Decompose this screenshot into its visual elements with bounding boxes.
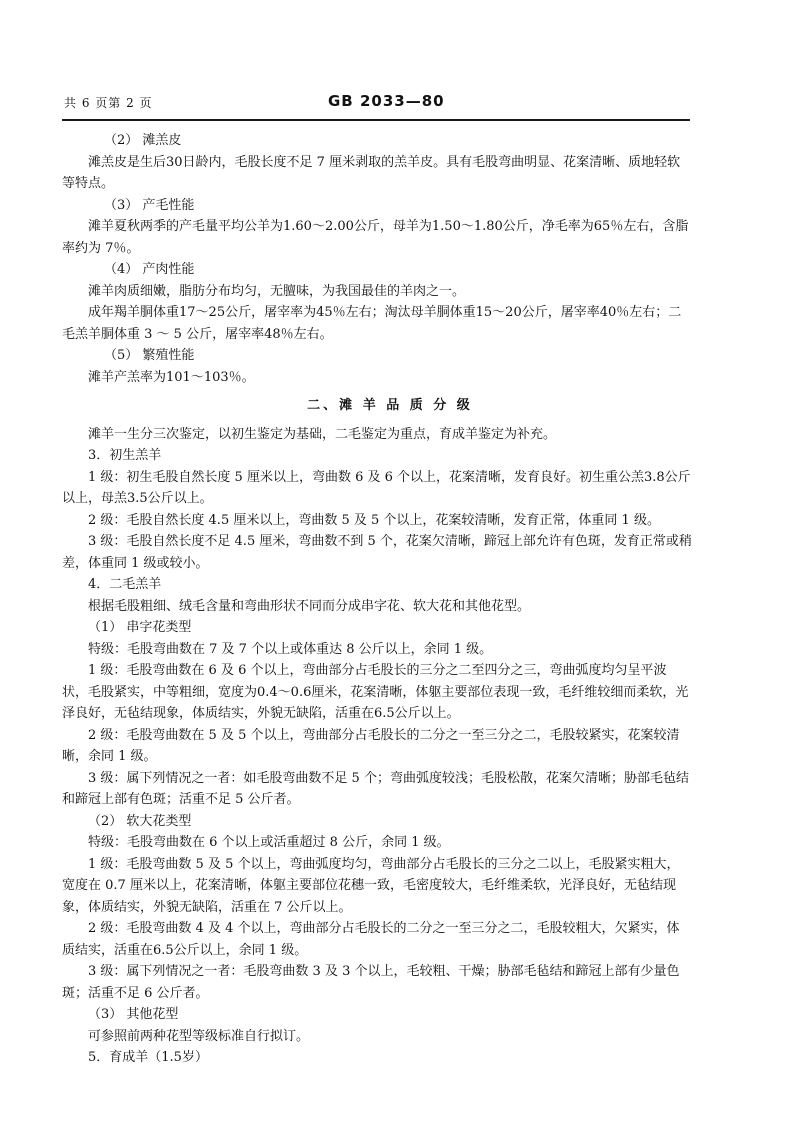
- subheading-chuanzihua: （1） 串字花类型: [88, 620, 192, 635]
- paragraph: 成年羯羊胴体重17～25公斤，屠宰率为45％左右；淘汰母羊胴体重15～20公斤，屠宰率40％左右；二毛羔羊胴体重 3 ～ 5 公斤，屠宰率48％左右。: [62, 305, 682, 342]
- paragraph: 3 级：属下列情况之一者：如毛股弯曲数不足 5 个；弯曲弧度较浅；毛股松散，花案欠清晰；胁部毛毡结和蹄冠上部有色斑；活重不足 5 公斤者。: [62, 770, 689, 807]
- subheading-reproduction: （5） 繁殖性能: [104, 348, 195, 363]
- subheading-young-sheep: 5．育成羊（1.5岁）: [88, 1050, 208, 1065]
- section-heading-grading: 二、滩 羊 品 质 分 级: [307, 398, 473, 413]
- paragraph: 滩羊肉质细嫩，脂肪分布均匀，无膻味，为我国最佳的羊肉之一。: [88, 283, 466, 299]
- paragraph: 可参照前两种花型等级标准自行拟订。: [88, 1028, 310, 1044]
- paragraph: 1 级：初生毛股自然长度 5 厘米以上，弯曲数 6 及 6 个以上，花案清晰，发育良好。初生重公羔3.8公斤以上，母羔3.5公斤以上。: [62, 469, 691, 506]
- subheading-meat-production: （4） 产肉性能: [104, 262, 195, 277]
- paragraph: 1 级：毛股弯曲数在 6 及 6 个以上，弯曲部分占毛股长的三分之二至四分之三，弯曲弧度均匀呈平波状，毛股紧实，中等粗细，宽度为0.4～0.6厘米，花案清晰，体躯主要部位表现一致，毛纤维较细而柔软，光泽良好，无毡结现象，体质结实，外貌无缺陷，活重在6.5公斤以上。: [62, 663, 689, 721]
- standard-number: GB 2033—80: [328, 92, 445, 110]
- header-rule: [62, 119, 690, 121]
- paragraph: 根据毛股粗细、绒毛含量和弯曲形状不同而分成串字花、软大花和其他花型。: [88, 598, 531, 614]
- paragraph: 滩羊产羔率为101～103％。: [88, 369, 255, 385]
- paragraph: 2 级：毛股弯曲数在 5 及 5 个以上，弯曲部分占毛股长的二分之一至三分之二，毛股较紧实，花案较清晰，余同 1 级。: [62, 727, 680, 764]
- subheading-wool-production: （3） 产毛性能: [104, 197, 195, 213]
- subheading-lamb-skin: （2） 滩羔皮: [104, 133, 182, 148]
- subheading-ermao-lamb: 4．二毛羔羊: [88, 577, 162, 592]
- paragraph: 特级：毛股弯曲数在 7 及 7 个以上或体重达 8 公斤以上，余同 1 级。: [88, 641, 493, 657]
- paragraph: 3 级：属下列情况之一者：毛股弯曲数 3 及 3 个以上，毛较粗、干燥；胁部毛毡结和蹄冠上部有少量色斑；活重不足 6 公斤者。: [62, 964, 680, 1001]
- subheading-ruandahua: （2） 软大花类型: [88, 813, 192, 829]
- page-count: 共 6 页第 2 页: [64, 96, 153, 110]
- paragraph: 2 级：毛股自然长度 4.5 厘米以上，弯曲数 5 及 5 个以上，花案较清晰，发育正常，体重同 1 级。: [88, 512, 660, 528]
- paragraph: 滩羔皮是生后30日龄内，毛股长度不足 7 厘米剥取的羔羊皮。具有毛股弯曲明显、花案清晰、质地轻软等特点。: [62, 154, 681, 191]
- subheading-newborn-lamb: 3．初生羔羊: [88, 448, 162, 463]
- paragraph: 3 级：毛股自然长度不足 4.5 厘米，弯曲数不到 5 个，花案欠清晰，蹄冠上部允许有色斑，发育正常或稍差，体重同 1 级或较小。: [62, 534, 692, 571]
- document-body: [62, 130, 692, 1069]
- paragraph: 特级：毛股弯曲数在 6 个以上或活重超过 8 公斤，余同 1 级。: [88, 835, 450, 850]
- paragraph: 2 级：毛股弯曲数 4 及 4 个以上，弯曲部分占毛股长的二分之一至三分之二，毛股较粗大，欠紧实，体质结实，活重在6.5公斤以上，余同 1 级。: [62, 921, 680, 958]
- paragraph: 滩羊一生分三次鉴定，以初生鉴定为基础，二毛鉴定为重点，育成羊鉴定为补充。: [88, 426, 557, 442]
- paragraph: 1 级：毛股弯曲数 5 及 5 个以上，弯曲弧度均匀，弯曲部分占毛股长的三分之二以上，毛股紧实粗大，宽度在 0.7 厘米以上，花案清晰，体躯主要部位花穗一致，毛密度较大，毛纤维柔软，光泽良好，无毡结现象，体质结实，外貌无缺陷，活重在 7 公斤以上。: [62, 856, 680, 915]
- paragraph: 滩羊夏秋两季的产毛量平均公羊为1.60～2.00公斤，母羊为1.50～1.80公斤，净毛率为65％左右，含脂率约为 7％。: [62, 219, 689, 256]
- subheading-other-types: （3） 其他花型: [88, 1007, 179, 1022]
